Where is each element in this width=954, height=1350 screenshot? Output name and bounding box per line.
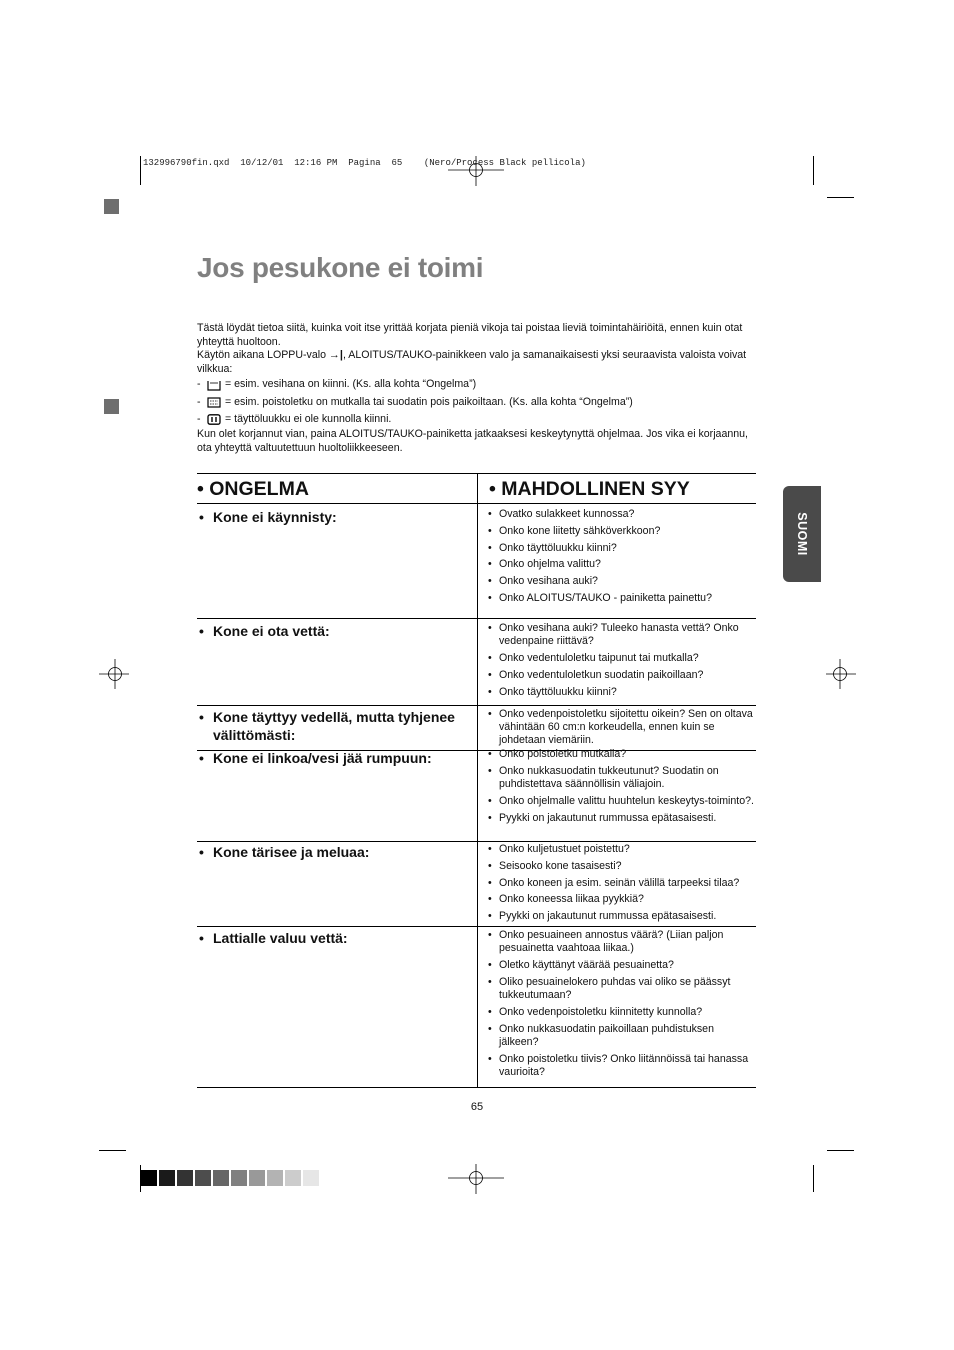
- swatch: [159, 1170, 175, 1186]
- cause-item: • Onko poistoletku tiivis? Onko liitännöissä tai hanassa vaurioita?: [488, 1053, 756, 1079]
- cause-item: • Onko vedenpoistoletku kiinnitetty kunnolla?: [488, 1006, 756, 1019]
- table-row: [197, 927, 756, 1088]
- problem-cell: • Kone ei ota vettä:: [199, 623, 330, 639]
- problem-cell: • Kone ei käynnisty:: [199, 509, 337, 525]
- intro-paragraph-1: Tästä löydät tietoa siitä, kuinka voit itse yrittää korjata pieniä vikoja tai poistaa lieviä toimintahäiriöitä, ennen kuin otat yhteyttä huoltoon.: [197, 322, 743, 348]
- cause-list: [488, 843, 756, 927]
- cause-list: [488, 929, 756, 1083]
- problem-cell: • Kone ei linkoa/vesi jää rumpuun:: [199, 750, 432, 766]
- intro-text: [197, 322, 757, 455]
- registration-mark-bottom: [448, 1164, 504, 1194]
- cause-item: • Onko vedentuloletku taipunut tai mutkalla?: [488, 652, 756, 665]
- table-row: [197, 706, 756, 751]
- header-problem: • ONGELMA: [197, 478, 309, 500]
- margin-square-mid: [104, 399, 119, 414]
- cause-item: • Onko koneessa liikaa pyykkiä?: [488, 893, 756, 906]
- swatch: [285, 1170, 301, 1186]
- swatch: [231, 1170, 247, 1186]
- table-row: [197, 748, 756, 842]
- language-tab: SUOMI: [783, 486, 821, 582]
- cause-item: • Onko pesuaineen annostus väärä? (Liian paljon pesuainetta vaahtoaa liikaa.): [488, 929, 756, 955]
- intro-paragraph-2: Käytön aikana LOPPU-valo →|, ALOITUS/TAUKO-painikkeen valo ja samanaikaisesti yksi seuraavista valoista voivat vilkkua:: [197, 349, 747, 375]
- end-arrow-icon: →|: [328, 349, 343, 362]
- table-header: [197, 473, 756, 504]
- indicator-item: - = täyttöluukku ei ole kunnolla kiinni.: [197, 412, 392, 425]
- registration-mark-right: [826, 659, 856, 689]
- table-row: [197, 504, 756, 619]
- door-lock-icon: [207, 414, 221, 425]
- cause-item: • Onko vedentuloletkun suodatin paikoillaan?: [488, 669, 756, 682]
- cause-item: • Pyykki on jakautunut rummussa epätasaisesti.: [488, 910, 756, 923]
- troubleshooting-table: [197, 473, 756, 1088]
- swatch: [141, 1170, 157, 1186]
- page-number: 65: [470, 1101, 484, 1113]
- problem-cell: • Kone täyttyy vedellä, mutta tyhjenee välittömästi:: [199, 709, 455, 743]
- cause-item: • Ovatko sulakkeet kunnossa?: [488, 508, 756, 521]
- margin-square-top: [104, 199, 119, 214]
- swatch: [249, 1170, 265, 1186]
- cause-item: • Onko nukkasuodatin tukkeutunut? Suodatin on puhdistettava säännöllisin väliajoin.: [488, 765, 756, 791]
- cause-list: [488, 622, 756, 702]
- print-slug: 132996790fin.qxd 10/12/01 12:16 PM Pagina 65 (Nero/Process Black pellicola): [143, 158, 586, 168]
- swatch: [303, 1170, 319, 1186]
- cause-list: [488, 708, 756, 751]
- cause-list: [488, 508, 756, 609]
- cause-item: • Onko ohjelma valittu?: [488, 558, 756, 571]
- cause-item: • Seisooko kone tasaisesti?: [488, 860, 756, 873]
- cause-item: • Onko kone liitetty sähköverkkoon?: [488, 525, 756, 538]
- cause-item: • Onko kuljetustuet poistettu?: [488, 843, 756, 856]
- cause-item: • Onko koneen ja esim. seinän välillä tarpeeksi tilaa?: [488, 877, 756, 890]
- indicator-item: - = esim. vesihana on kiinni. (Ks. alla kohta “Ongelma”): [197, 378, 477, 391]
- cause-item: • Onko nukkasuodatin paikoillaan puhdistuksen jälkeen?: [488, 1023, 756, 1049]
- intro-paragraph-3: Kun olet korjannut vian, paina ALOITUS/TAUKO-painiketta jatkaaksesi keskeytynyttä ohjelmaa. Jos vika ei korjaannu, ota yhteyttä valtuutettuun huoltoliikkeeseen.: [197, 428, 748, 454]
- cause-item: • Onko vedenpoistoletku sijoitettu oikein? Sen on oltava vähintään 60 cm:n korkeudella, ennen kuin se johdetaan viemäriin.: [488, 708, 756, 748]
- cause-item: • Onko ALOITUS/TAUKO - painiketta painettu?: [488, 592, 756, 605]
- page-title: Jos pesukone ei toimi: [197, 252, 484, 283]
- problem-cell: • Lattialle valuu vettä:: [199, 930, 348, 946]
- cause-item: • Onko ohjelmalle valittu huuhtelun keskeytys-toiminto?.: [488, 795, 756, 808]
- cause-item: • Onko täyttöluukku kiinni?: [488, 686, 756, 699]
- cause-item: • Oletko käyttänyt väärää pesuainetta?: [488, 959, 756, 972]
- problem-cell: • Kone tärisee ja meluaa:: [199, 844, 370, 860]
- cause-item: • Oliko pesuainelokero puhdas vai oliko se päässyt tukkeutumaan?: [488, 976, 756, 1002]
- drain-icon: [207, 397, 221, 408]
- cause-item: • Onko vesihana auki?: [488, 575, 756, 588]
- cause-list: [488, 748, 756, 828]
- tap-icon: [207, 380, 221, 391]
- cause-item: • Pyykki on jakautunut rummussa epätasaisesti.: [488, 812, 756, 825]
- cause-item: • Onko vesihana auki? Tuleeko hanasta vettä? Onko vedenpaine riittävä?: [488, 622, 756, 648]
- swatch: [177, 1170, 193, 1186]
- header-cause: • MAHDOLLINEN SYY: [489, 478, 690, 500]
- swatch: [213, 1170, 229, 1186]
- cause-item: • Onko poistoletku mutkalla?: [488, 748, 756, 761]
- table-row: [197, 619, 756, 706]
- cause-item: • Onko täyttöluukku kiinni?: [488, 542, 756, 555]
- swatch: [195, 1170, 211, 1186]
- registration-mark-left: [99, 659, 129, 689]
- swatch: [267, 1170, 283, 1186]
- indicator-item: - = esim. poistoletku on mutkalla tai suodatin pois paikoiltaan. (Ks. alla kohta “Ongelma”): [197, 395, 633, 408]
- table-row: [197, 842, 756, 927]
